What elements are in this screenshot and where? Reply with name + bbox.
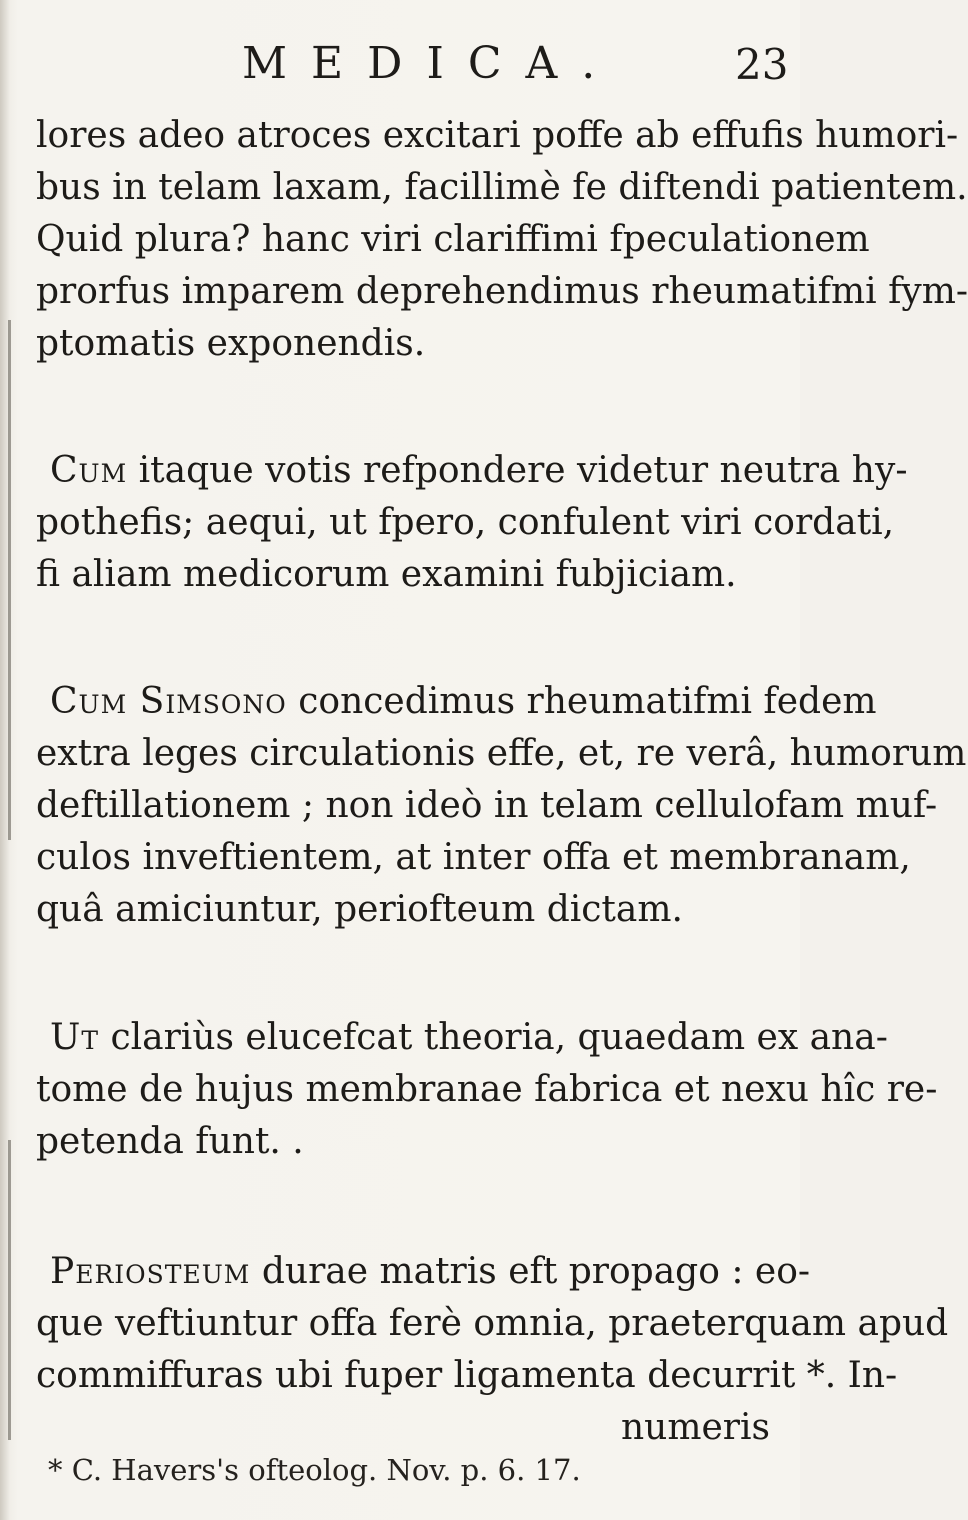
text-line: deftillationem ; non ideò in telam cellulofam muf- bbox=[36, 785, 938, 826]
page-edge-shadow bbox=[8, 1140, 11, 1440]
paragraph-lead: Cum Simsono bbox=[50, 681, 287, 722]
text-line: culos inveftientem, at inter offa et membranam, bbox=[36, 837, 911, 878]
text-line: commiffuras ubi fuper ligamenta decurrit *. In- bbox=[36, 1355, 898, 1396]
page-header bbox=[0, 38, 800, 98]
text-line bbox=[50, 1246, 810, 1298]
text-line bbox=[50, 676, 877, 728]
text-span: itaque votis refpondere videtur neutra hy- bbox=[127, 450, 908, 491]
text-line: lores adeo atroces excitari poffe ab effufis humori- bbox=[36, 115, 959, 156]
paragraph-lead: Ut bbox=[50, 1017, 100, 1058]
text-line: tome de hujus membranae fabrica et nexu hîc re- bbox=[36, 1069, 938, 1110]
text-line: prorfus imparem deprehendimus rheumatifmi fym- bbox=[36, 271, 968, 312]
text-line bbox=[50, 445, 908, 497]
text-line: fi aliam medicorum examini fubjiciam. bbox=[36, 554, 737, 595]
paragraph-lead: Cum bbox=[50, 450, 128, 491]
catchword: numeris bbox=[620, 1407, 770, 1448]
running-head: MEDICA. bbox=[242, 38, 620, 89]
text-line: que veftiuntur offa ferè omnia, praeterquam apud bbox=[36, 1303, 949, 1344]
paragraph-lead: Periosteum bbox=[50, 1251, 251, 1292]
text-line: bus in telam laxam, facillimè fe diftendi patientem. bbox=[36, 167, 968, 208]
page-edge-shadow bbox=[8, 320, 11, 840]
text-span: concedimus rheumatifmi fedem bbox=[286, 681, 877, 722]
text-span: durae matris eft propago : eo- bbox=[250, 1251, 811, 1292]
text-line: extra leges circulationis effe, et, re verâ, humorum bbox=[36, 733, 967, 774]
text-line bbox=[50, 1012, 888, 1064]
text-line: Quid plura? hanc viri clariffimi fpeculationem bbox=[36, 219, 870, 260]
text-span: clariùs elucefcat theoria, quaedam ex ana- bbox=[99, 1017, 888, 1058]
text-line: pothefis; aequi, ut fpero, confulent viri cordati, bbox=[36, 502, 895, 543]
text-line: ptomatis exponendis. bbox=[36, 323, 426, 364]
text-line: petenda funt. . bbox=[36, 1121, 304, 1162]
text-line: quâ amiciuntur, periofteum dictam. bbox=[36, 889, 683, 930]
page-number: 23 bbox=[735, 40, 789, 89]
footnote: * C. Havers's ofteolog. Nov. p. 6. 17. bbox=[48, 1453, 581, 1487]
